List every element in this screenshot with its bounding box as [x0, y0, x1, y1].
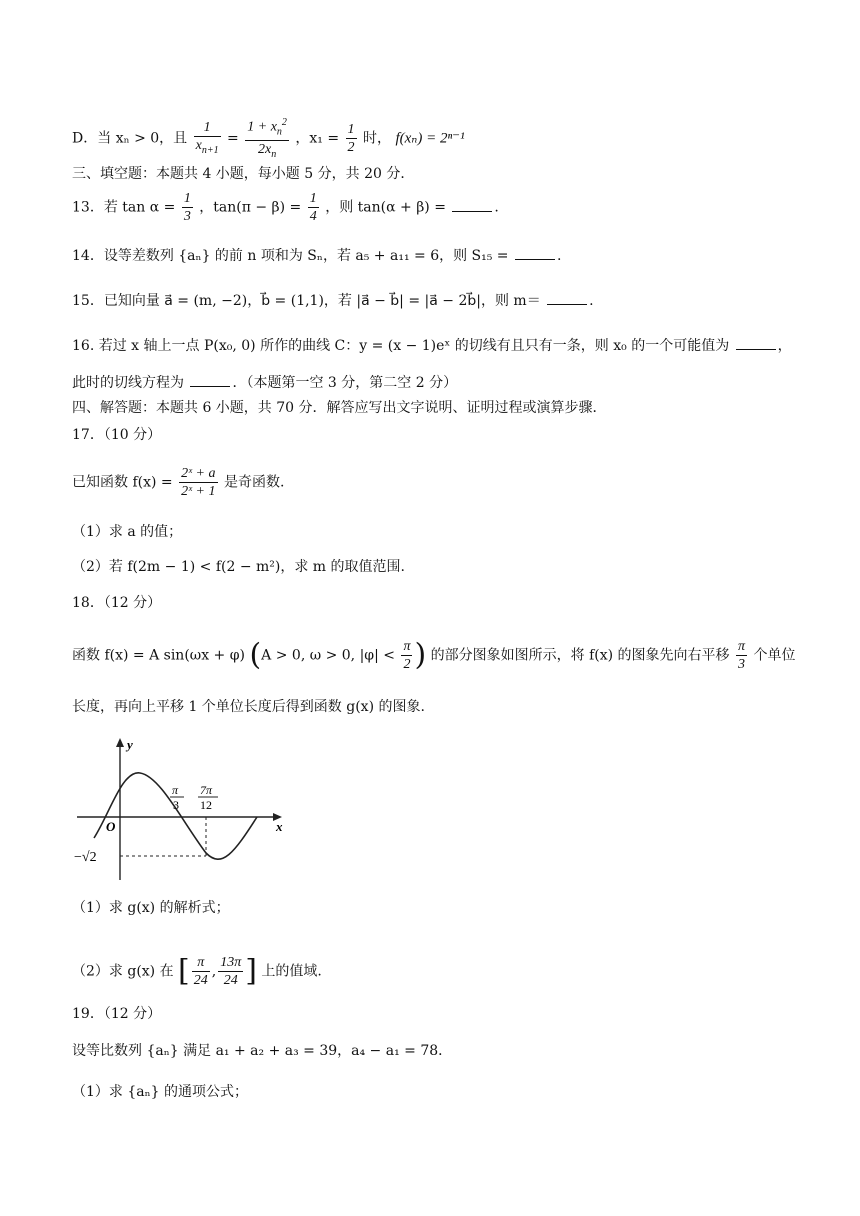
tick-pi3-den: 3 [173, 798, 179, 812]
question-15: 15．已知向量 a⃗ = (m, −2)，b⃗ = (1,1)，若 |a⃗ − b⃗| = |a⃗ − 2b⃗|，则 m＝ . [72, 293, 594, 309]
q17-intro: 已知函数 f(x) = $\frac{\text{2ˣ + a}}{\text{2ˣ + 1}}$ 是奇函数. [72, 466, 285, 499]
q19-header: 19．（12 分） [72, 1006, 162, 1022]
q19-intro: 设等比数列 {aₙ} 满足 a₁ + a₂ + a₃ = 39，a₄ − a₁ = 78． [72, 1043, 453, 1059]
q17-header: 17．（10 分） [72, 427, 162, 443]
answer-blank [452, 211, 492, 212]
tan-beta-fraction: $\frac{1}{4}$ [309, 191, 317, 224]
y-axis-arrow [116, 738, 124, 747]
answer-blank [515, 259, 555, 260]
question-16-line1: 16. 若过 x 轴上一点 P(x₀, 0) 所作的曲线 C：y = (x − 1)eˣ 的切线有且只有一条，则 x₀ 的一个可能值为 ， [72, 338, 792, 354]
origin-label: O [106, 819, 116, 834]
option-d-result: f(xₙ) = 2ⁿ⁻¹ [395, 130, 465, 147]
sine-graph [72, 735, 292, 885]
q19-part1: （1）求 {aₙ} 的通项公式； [72, 1084, 249, 1100]
question-13: 13．若 tan α = $\frac{1}{3}$ ，tan(π − β) = $\frac{1}{4}$ ，则 tan(α + β) = . [72, 191, 499, 224]
q18-header: 18．（12 分） [72, 595, 162, 611]
section3-title: 三、填空题：本题共 4 小题，每小题 5 分，共 20 分． [72, 166, 415, 182]
interval-start: $\frac{\pi}{24}$ [193, 955, 208, 988]
option-d: D．当 xₙ > 0，且 $\frac{1}{x_{n+1}}$ = $\frac{1 + x_n^2}{2x_n}$ ，x₁ = $\frac{1}{2}$ 时， f(xₙ) = 2ⁿ⁻¹ [72, 114, 465, 163]
answer-blank [736, 349, 776, 350]
option-d-cond: xₙ > 0，且 [115, 130, 188, 147]
tick-7pi12-num: 7π [200, 783, 213, 797]
q17-part2: （2）若 f(2m − 1) < f(2 − m²)，求 m 的取值范围. [72, 559, 405, 575]
q18-part2: （2）求 g(x) 在 [ $\frac{\pi}{24}$ , $\frac{13\pi}{24}$ ] 上的值域. [72, 953, 322, 989]
shift-fraction: $\frac{\pi}{3}$ [738, 639, 746, 672]
interval-end: $\frac{13\pi}{24}$ [220, 955, 242, 988]
q18-part1: （1）求 g(x) 的解析式； [72, 900, 230, 916]
tan-alpha-fraction: $\frac{1}{3}$ [183, 191, 191, 224]
section4-title: 四、解答题：本题共 6 小题，共 70 分．解答应写出文字说明、证明过程或演算步骤． [72, 400, 607, 416]
question-14: 14．设等差数列 {aₙ} 的前 n 项和为 Sₙ，若 a₅ + a₁₁ = 6，则 S₁₅ = . [72, 248, 562, 264]
recurrence-fraction-left: $\frac{1}{x_{n+1}}$ [195, 119, 219, 156]
answer-blank [190, 386, 230, 387]
tick-pi3-num: π [172, 783, 179, 797]
tick-7pi12-den: 12 [200, 798, 212, 812]
q17-function-fraction: $\frac{\text{2ˣ + a}}{\text{2ˣ + 1}}$ [181, 466, 216, 499]
answer-blank [547, 304, 587, 305]
q18-line2: 长度，再向上平移 1 个单位长度后得到函数 g(x) 的图象. [72, 699, 425, 715]
q18-intro: 函数 f(x) = A sin(ωx + φ) (A > 0, ω > 0, |φ| < $\frac{\pi}{2}$ ) 的部分图象如图所示，将 f(x) 的图象先向右平移 $\frac{\pi}{3}$ 个单位 [72, 637, 796, 673]
x-axis-label: x [276, 819, 283, 834]
question-16-line2: 此时的切线方程为 ．（本题第一空 3 分，第二空 2 分） [72, 375, 458, 391]
x1-value: $\frac{1}{2}$ [347, 122, 355, 156]
y-axis-label: y [127, 737, 133, 752]
phi-bound-fraction: $\frac{\pi}{2}$ [403, 639, 411, 672]
min-value-label: −√2 [74, 850, 97, 865]
recurrence-fraction-right: $\frac{1 + x_n^2}{2x_n}$ [245, 114, 289, 163]
q17-part1: （1）求 a 的值； [72, 524, 183, 540]
